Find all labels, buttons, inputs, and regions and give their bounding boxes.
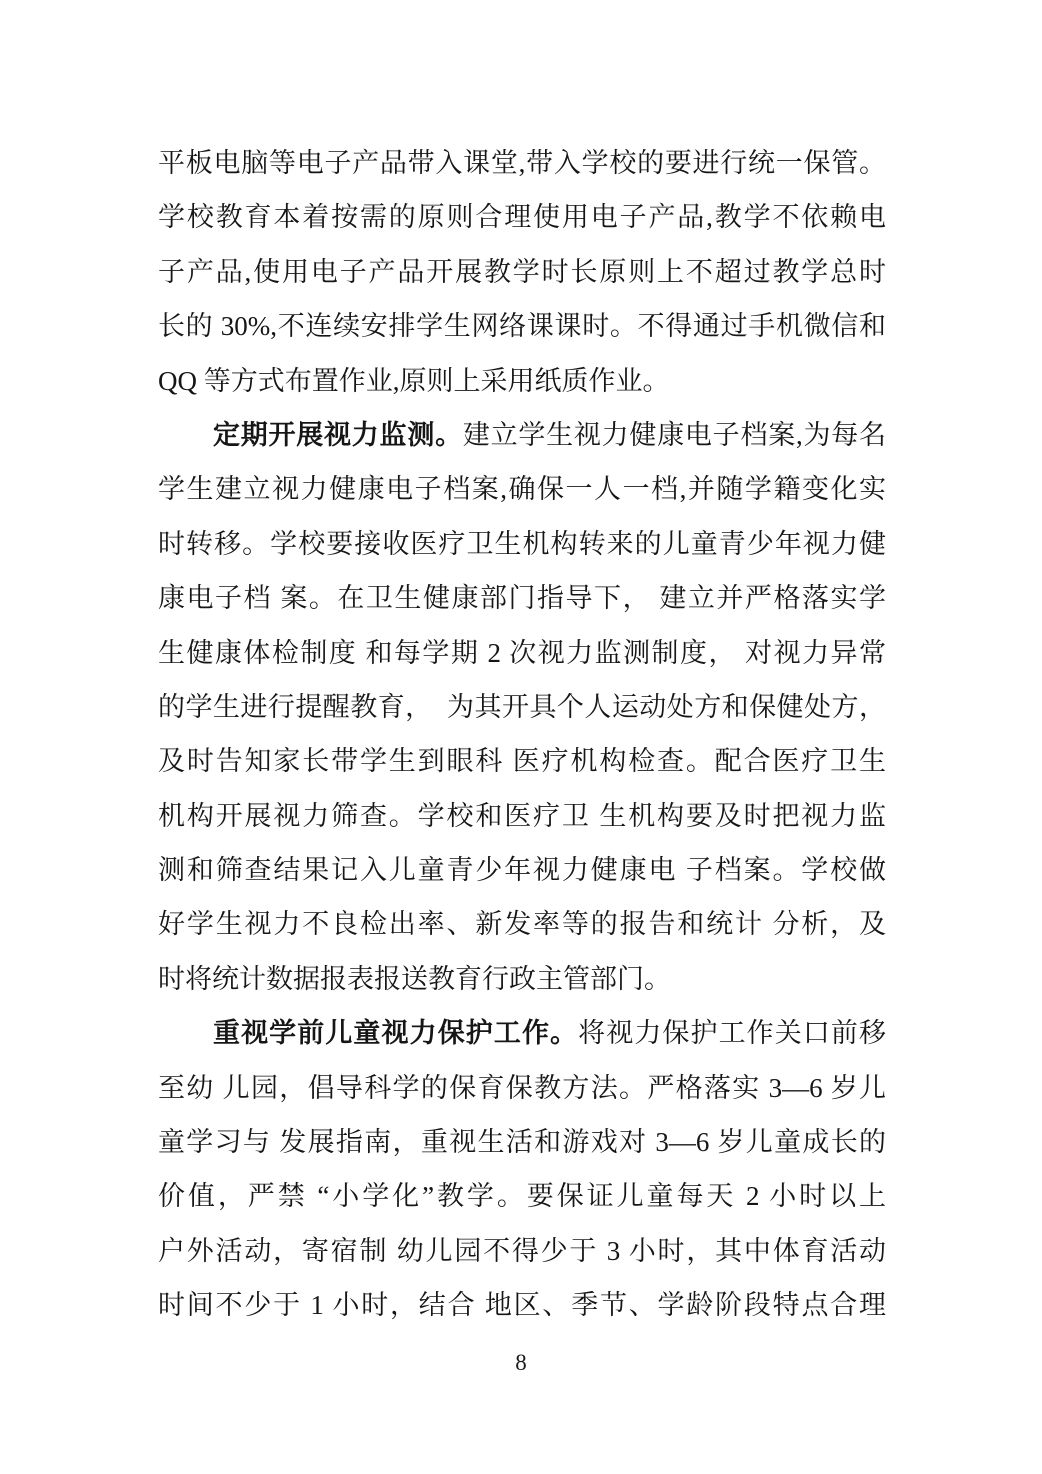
body-text: 时转移。学校要接收医疗卫生机构转来的儿童青少年视力健 [158,528,886,559]
text-line [158,299,886,353]
text-line [158,408,886,462]
body-text: 测和筛查结果记入儿童青少年视力健康电 子档案。学校做 [158,855,886,886]
body-text: 子产品,使用电子产品开展教学时长原则上不超过教学总时 [158,256,886,287]
text-line [158,897,886,951]
text-line [158,136,886,190]
body-text: 学校教育本着按需的原则合理使用电子产品,教学不依赖电 [158,202,886,233]
text-line [158,517,886,571]
document-body [158,136,886,1333]
body-text: 价值，严禁 “小学化”教学。要保证儿童每天 2 小时以上 [158,1181,886,1212]
body-text: 好学生视力不良检出率、新发率等的报告和统计 分析，及 [158,909,886,940]
text-line [158,843,886,897]
body-text: 将视力保护工作关口前移 [578,1018,886,1049]
paragraph-lead-bold-text: 定期开展视力监测。 [213,419,463,450]
text-line [158,1061,886,1115]
body-text: QQ 等方式布置作业,原则上采用纸质作业。 [158,365,670,396]
body-text: 生健康体检制度 和每学期 2 次视力监测制度， 对视力异常 [158,637,886,668]
text-line [158,1006,886,1060]
body-text: 的学生进行提醒教育， 为其开具个人运动处方和保健处方， [158,691,886,722]
page-number: 8 [515,1350,527,1375]
body-text: 康电子档 案。在卫生健康部门指导下， 建立并严格落实学 [158,583,886,614]
text-line [158,1278,886,1332]
body-text: 户外活动，寄宿制 幼儿园不得少于 3 小时，其中体育活动 [158,1235,886,1266]
body-text: 时将统计数据报表报送教育行政主管部门。 [158,963,671,994]
body-text: 童学习与 发展指南，重视生活和游戏对 3—6 岁儿童成长的 [158,1127,886,1158]
text-line [158,1115,886,1169]
body-text: 至幼 儿园，倡导科学的保育保教方法。严格落实 3—6 岁儿 [158,1072,886,1103]
text-line [158,245,886,299]
body-text: 平板电脑等电子产品带入课堂,带入学校的要进行统一保管。 [158,148,886,178]
text-line [158,190,886,244]
text-line [158,789,886,843]
text-line [158,680,886,734]
text-line [158,952,886,1006]
body-text: 机构开展视力筛查。学校和医疗卫 生机构要及时把视力监 [158,800,886,831]
text-line [158,354,886,408]
text-line [158,626,886,680]
body-text: 及时告知家长带学生到眼科 医疗机构检查。配合医疗卫生 [158,746,886,777]
text-line [158,734,886,788]
body-text: 建立学生视力健康电子档案,为每名 [462,419,886,450]
paragraph-lead-bold-text: 重视学前儿童视力保护工作。 [213,1018,579,1049]
text-line [158,571,886,625]
body-text: 学生建立视力健康电子档案,确保一人一档,并随学籍变化实 [158,474,886,505]
text-line [158,1169,886,1223]
text-line [158,462,886,516]
body-text: 时间不少于 1 小时，结合 地区、季节、学龄阶段特点合理 [158,1290,886,1321]
body-text: 长的 30%,不连续安排学生网络课课时。不得通过手机微信和 [158,311,886,342]
text-line [158,1224,886,1278]
